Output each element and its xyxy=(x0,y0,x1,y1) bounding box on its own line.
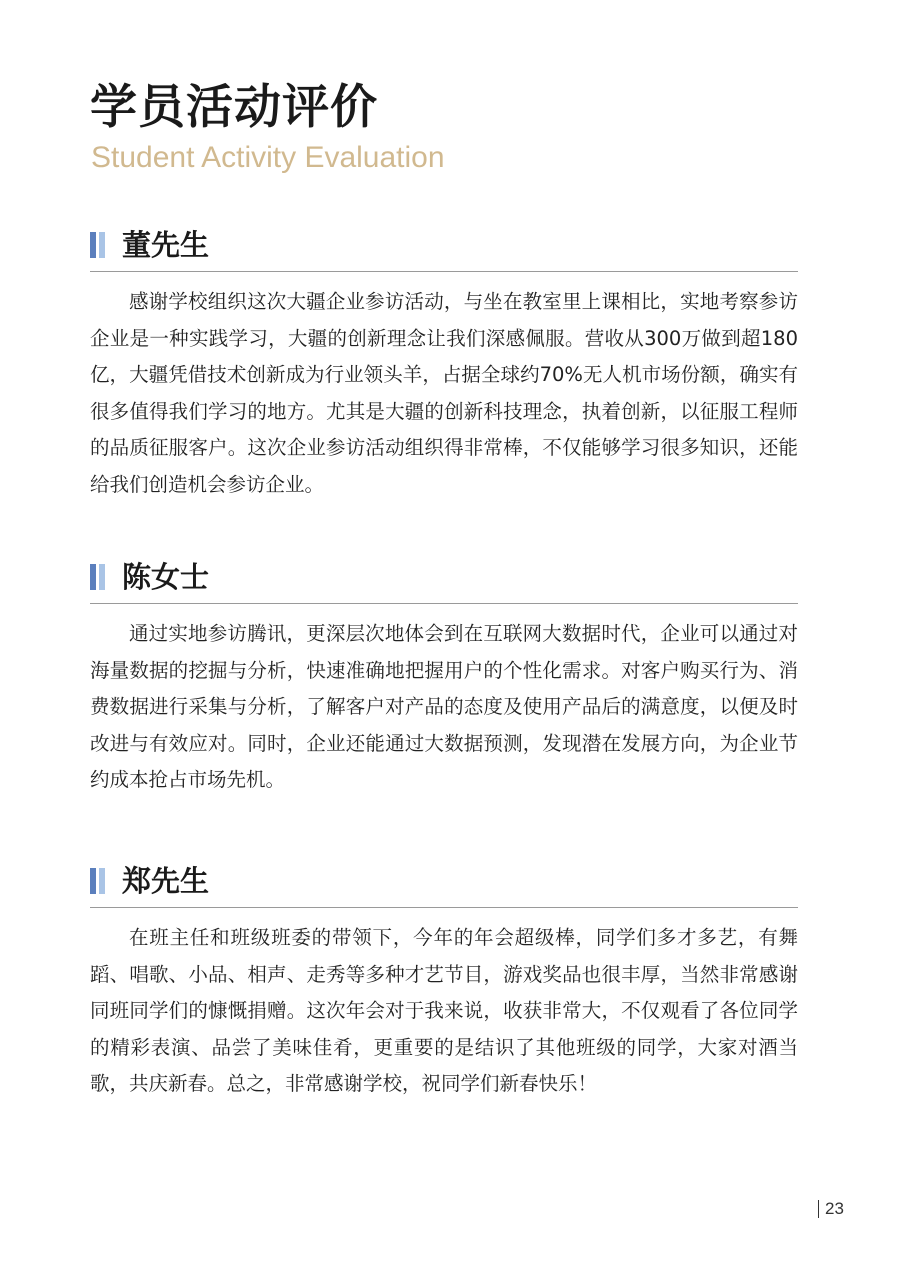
review-text: 感谢学校组织这次大疆企业参访活动，与坐在教室里上课相比，实地考察参访企业是一种实践学习，大疆的创新理念让我们深感佩服。营收从300万做到超180亿，大疆凭借技术创新成为行业领头羊，占据全球约70%无人机市场份额，确实有很多值得我们学习的地方。尤其是大疆的创新科技理念，执着创新，以征服工程师的品质征服客户。这次企业参访活动组织得非常棒，不仅能够学习很多知识，还能给我们创造机会参访企业。 xyxy=(90,290,798,496)
review-section-dong xyxy=(90,225,798,503)
review-section-chen xyxy=(90,557,798,799)
section-marker-icon xyxy=(90,868,106,894)
review-section-zheng xyxy=(90,861,798,1103)
review-text: 通过实地参访腾讯，更深层次地体会到在互联网大数据时代，企业可以通过对海量数据的挖掘与分析，快速准确地把握用户的个性化需求。对客户购买行为、消费数据进行采集与分析，了解客户对产品的态度及使用产品后的满意度，以便及时改进与有效应对。同时，企业还能通过大数据预测，发现潜在发展方向，为企业节约成本抢占市场先机。 xyxy=(90,622,798,791)
reviewer-name: 郑先生 xyxy=(122,864,210,898)
reviewer-name: 董先生 xyxy=(122,228,210,262)
page-subtitle: Student Activity Evaluation xyxy=(91,141,445,174)
review-text: 在班主任和班级班委的带领下，今年的年会超级棒，同学们多才多艺，有舞蹈、唱歌、小品、相声、走秀等多种才艺节目，游戏奖品也很丰厚，当然非常感谢同班同学们的慷慨捐赠。这次年会对于我来说，收获非常大，不仅观看了各位同学的精彩表演、品尝了美味佳肴，更重要的是结识了其他班级的同学，大家对酒当歌，共庆新春。总之，非常感谢学校，祝同学们新春快乐！ xyxy=(90,926,798,1095)
section-header xyxy=(90,861,798,908)
section-marker-icon xyxy=(90,564,106,590)
page-number: 23 xyxy=(818,1200,844,1218)
section-header xyxy=(90,557,798,604)
page-title: 学员活动评价 xyxy=(90,80,378,135)
section-header xyxy=(90,225,798,272)
reviewer-name: 陈女士 xyxy=(122,560,210,594)
section-marker-icon xyxy=(90,232,106,258)
